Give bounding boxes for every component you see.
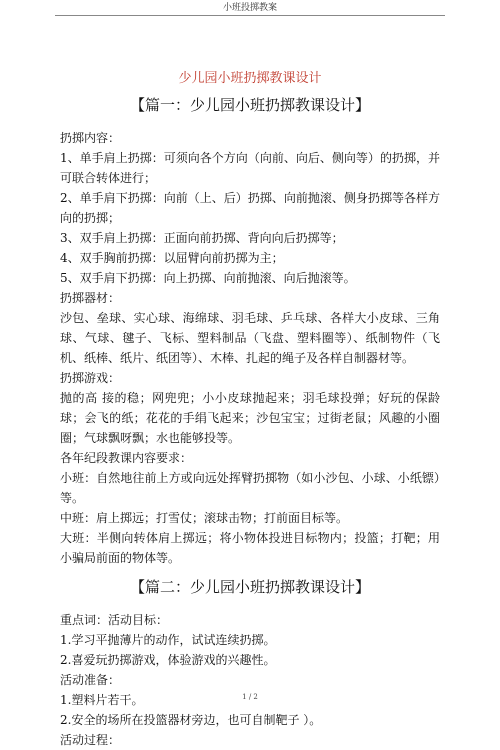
paragraph: 各年纪段教课内容要求： <box>60 451 193 465</box>
paragraph: 小班：自然地往前上方或向远处挥臂扔掷物（如小沙包、小球、小纸镖）等。 <box>60 471 440 505</box>
page-number: 1 / 2 <box>242 693 258 701</box>
section-2-body <box>60 610 440 750</box>
page-header: 小班投掷教案 <box>222 3 277 13</box>
section-1-heading: 【篇一：少儿园小班扔掷教课设计】 <box>129 96 370 114</box>
paragraph: 2.安全的场所在投篮器材旁边，也可自制靶子 ）。 <box>60 713 322 727</box>
paragraph: 1、单手肩上扔掷：可须向各个方向（向前、向后、侧向等）的扔掷，并可联合转体进行； <box>60 151 440 185</box>
paragraph: 2.喜爱玩扔掷游戏，体验游戏的兴趣性。 <box>60 653 276 667</box>
section-2-heading: 【篇二：少儿园小班扔掷教课设计】 <box>129 578 370 596</box>
paragraph: 中班：肩上掷远；打雪仗；滚球击物；打前面目标等。 <box>60 511 349 525</box>
paragraph: 3、双手肩上扔掷：正面向前扔掷、背向向后扔掷等； <box>60 231 344 245</box>
paragraph: 扔掷游戏： <box>60 371 121 385</box>
paragraph: 扔掷器材： <box>60 291 121 305</box>
document-body <box>60 94 440 750</box>
paragraph: 4、双手胸前扔掷：以屈臂向前扔掷为主； <box>60 251 284 265</box>
paragraph: 抛的高 接的稳；网兜兜；小小皮球抛起来；羽毛球投弹；好玩的保龄球；会飞的纸；花花的手绢飞起来；沙包宝宝；过街老鼠；风趣的小圈圈；气球飘呀飘；水也能够投等。 <box>60 391 440 445</box>
paragraph: 1.塑料片若干。 <box>60 693 144 707</box>
paragraph: 大班：半侧向转体肩上掷远；将小物体投进目标物内；投篮；打靶；用小骗局前面的物体等。 <box>60 531 440 565</box>
paragraph: 活动准备： <box>60 673 121 687</box>
header-divider <box>55 15 445 16</box>
paragraph: 活动过程： <box>60 733 121 747</box>
document-title: 少儿园小班扔掷教课设计 <box>178 71 322 86</box>
paragraph: 5、双手肩下扔掷：向上扔掷、向前抛滚、向后抛滚等。 <box>60 271 356 285</box>
paragraph: 重点词：活动目标： <box>60 613 169 627</box>
section-1-body <box>60 128 440 568</box>
paragraph: 1.学习平抛薄片的动作，试试连续扔掷。 <box>60 633 276 647</box>
paragraph: 2、单手肩下扔掷：向前（上、后）扔掷、向前抛滚、侧身扔掷等各样方向的扔掷； <box>60 191 440 225</box>
paragraph: 扔掷内容： <box>60 131 121 145</box>
paragraph: 沙包、垒球、实心球、海绵球、羽毛球、乒乓球、各样大小皮球、三角球、气球、毽子、飞标、塑料制品（飞盘、塑料圈等）、纸制物件（飞机、纸棒、纸片、纸团等）、木棒、扎起的绳子及各样自制器材等。 <box>60 311 440 365</box>
